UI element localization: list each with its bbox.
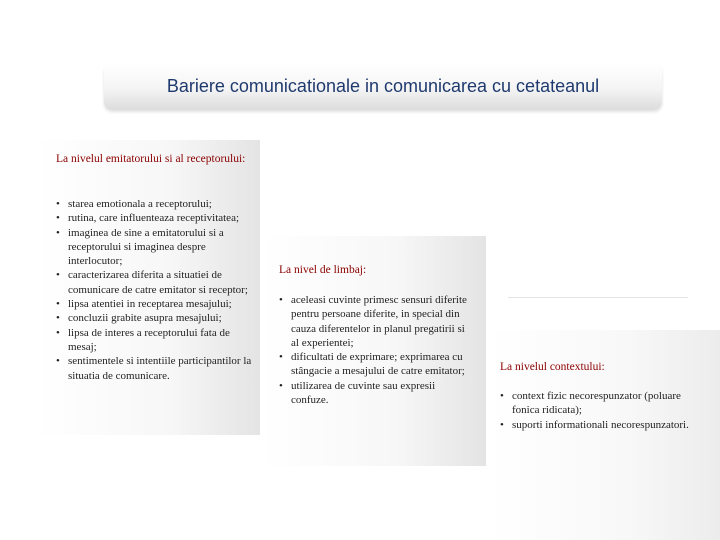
column-limbaj [262, 236, 486, 466]
list-item: • concluzii grabite asupra mesajului; [56, 311, 252, 325]
list-item: • context fizic necorespunzator (poluare fonica ridicata); [500, 389, 705, 418]
barrier-list [56, 197, 252, 383]
column-heading: La nivel de limbaj: [279, 264, 367, 276]
list-item: • starea emotionala a receptorului; [56, 197, 252, 211]
list-item: • suporti informationali necorespunzatori. [500, 418, 705, 432]
column-heading: La nivelul contextului: [500, 361, 605, 373]
slide-title: Bariere comunicationale in comunicarea cu cetateanul [166, 76, 600, 96]
barrier-list [279, 293, 469, 407]
list-item: • lipsa atentiei in receptarea mesajului; [56, 297, 252, 311]
list-item: • dificultati de exprimare; exprimarea cu stângacie a mesajului de catre emitator; [279, 350, 469, 379]
list-item: • caracterizarea diferita a situatiei de comunicare de catre emitator si receptor; [56, 268, 252, 297]
list-item: • sentimentele si intentiile participantilor la situatia de comunicare. [56, 354, 252, 383]
divider-line [508, 297, 688, 298]
barrier-list [500, 389, 705, 432]
list-item: • aceleasi cuvinte primesc sensuri diferite pentru persoane diferite, in special din cauza diferentelor in planul pregatirii si al experientei; [279, 293, 469, 350]
list-item: • imaginea de sine a emitatorului si a receptorului si imaginea despre interlocutor; [56, 226, 252, 269]
list-item: • rutina, care influenteaza receptivitatea; [56, 211, 252, 225]
list-item: • lipsa de interes a receptorului fata de mesaj; [56, 326, 252, 355]
slide-title-bar [104, 64, 662, 110]
list-item: • utilizarea de cuvinte sau expresii confuze. [279, 379, 469, 408]
column-emitator-receptor [36, 140, 260, 435]
column-heading: La nivelul emitatorului si al receptorului: [56, 153, 246, 165]
column-context [488, 330, 720, 540]
